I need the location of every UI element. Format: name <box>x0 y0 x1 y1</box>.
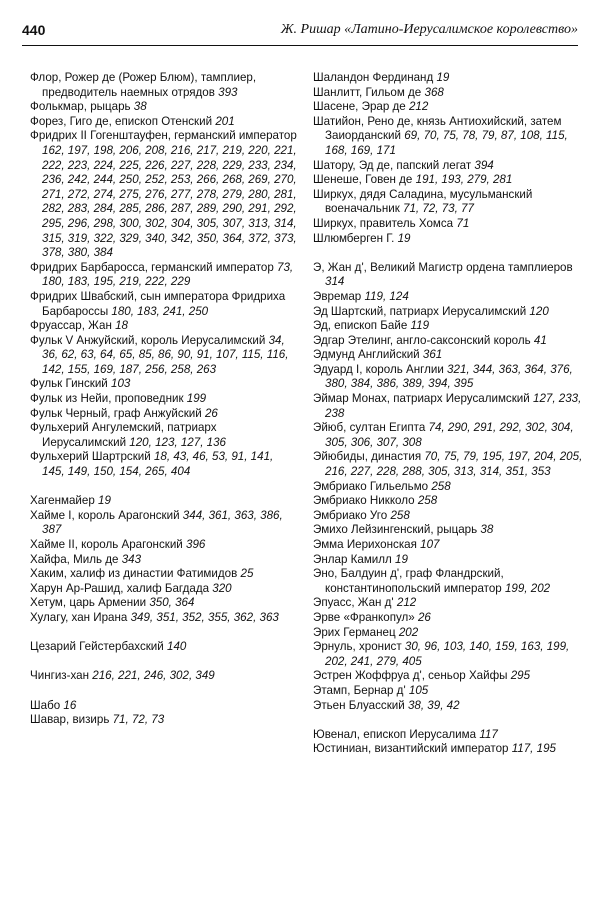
entry-name: Флор, Рожер де (Рожер Блюм), тамплиер, предводитель наемных отрядов <box>30 71 257 99</box>
entry-name: Фруассар, Жан <box>30 319 112 333</box>
entry-name: Хайме I, король Арагонский <box>30 508 180 522</box>
entry-name: Хагенмайер <box>30 494 95 508</box>
index-entry <box>313 611 585 626</box>
entry-pages: 343 <box>121 552 142 566</box>
entry-name: Фридрих Швабский, сын императора Фридриха Барбароссы <box>30 289 286 318</box>
index-column-left <box>30 71 298 728</box>
entry-pages: 201 <box>215 114 235 128</box>
entry-pages: 26 <box>204 406 218 420</box>
section-gap <box>30 655 298 670</box>
index-entry <box>313 392 585 421</box>
entry-name: Эрнуль, хронист <box>313 640 402 654</box>
entry-name: Шаландон Фердинанд <box>313 71 434 84</box>
entry-name: Эвремар <box>313 289 362 303</box>
entry-pages: 19 <box>395 552 408 566</box>
entry-name: Эно, Балдуин д', граф Фландрский, константинопольский император <box>313 567 504 595</box>
entry-name: Цезарий Гейстербахский <box>30 640 164 654</box>
index-entry <box>30 582 298 597</box>
entry-name: Хайме II, король Арагонский <box>30 538 183 551</box>
entry-pages: 396 <box>186 538 206 551</box>
header-rule <box>22 45 578 46</box>
index-entry <box>313 450 585 479</box>
entry-pages: 202 <box>398 625 419 639</box>
entry-name: Фридрих Барбаросса, германский император <box>30 260 274 274</box>
entry-pages: 103 <box>111 377 131 391</box>
entry-pages: 140 <box>167 640 187 654</box>
index-entry <box>30 100 298 115</box>
entry-name: Эрих Германец <box>313 625 396 639</box>
index-entry <box>30 115 298 130</box>
entry-name: Эмбриако Никколо <box>313 494 415 508</box>
entry-name: Эпуасс, Жан д' <box>313 596 394 610</box>
entry-pages: 127, 233, 238 <box>325 392 582 420</box>
entry-pages: 258 <box>417 494 438 508</box>
entry-pages: 321, 344, 363, 364, 376, 380, 384, 386, 389, 394, 395 <box>325 362 573 391</box>
entry-name: Эстрен Жоффруа д', сеньор Хайфы <box>313 669 508 683</box>
index-entry <box>30 377 298 392</box>
entry-pages: 25 <box>240 567 254 581</box>
index-column-right <box>313 71 585 757</box>
entry-pages: 41 <box>533 333 547 347</box>
entry-name: Юстиниан, византийский император <box>313 742 509 756</box>
index-entry <box>30 450 298 479</box>
entry-name: Шлюмберген Г. <box>313 231 395 245</box>
entry-pages: 295 <box>510 669 531 683</box>
index-entry <box>30 596 298 611</box>
entry-name: Эйюбиды, династия <box>313 450 422 464</box>
index-entry <box>313 261 585 290</box>
entry-pages: 117, 195 <box>511 742 556 756</box>
section-gap <box>30 684 298 699</box>
index-entry <box>313 334 585 349</box>
index-entry <box>313 480 585 495</box>
entry-pages: 38, 39, 42 <box>407 698 460 712</box>
entry-pages: 314 <box>325 275 345 289</box>
entry-name: Эмма Иерихонская <box>313 538 417 551</box>
entry-pages: 120 <box>529 304 549 318</box>
index-entry <box>313 684 585 699</box>
entry-pages: 19 <box>98 494 111 508</box>
index-entry <box>313 115 585 159</box>
entry-pages: 70, 75, 79, 195, 197, 204, 205, 216, 227, 228, 288, 305, 313, 314, 351, 353 <box>325 450 583 479</box>
index-entry <box>30 509 298 538</box>
index-entry <box>313 290 585 305</box>
entry-pages: 74, 290, 291, 292, 302, 304, 305, 306, 307, 308 <box>325 421 574 449</box>
entry-name: Шатору, Эд де, папский легат <box>313 158 472 172</box>
index-entry <box>313 553 585 568</box>
entry-name: Хайфа, Миль де <box>30 552 119 566</box>
entry-name: Шавар, визирь <box>30 713 110 727</box>
entry-name: Чингиз-хан <box>30 669 90 683</box>
entry-name: Эдмунд Английский <box>313 348 420 362</box>
index-entry <box>313 100 585 115</box>
entry-pages: 258 <box>390 508 410 522</box>
entry-name: Шабо <box>30 698 61 712</box>
running-title: Ж. Ришар «Латино-Иерусалимское королевство» <box>280 22 578 37</box>
index-entry <box>30 334 298 378</box>
entry-name: Этьен Блуасский <box>313 698 405 712</box>
entry-name: Шанлитт, Гильом де <box>313 85 422 99</box>
index-entry <box>313 669 585 684</box>
entry-name: Ювенал, епископ Иерусалима <box>313 727 477 741</box>
entry-name: Фолькмар, рыцарь <box>30 100 131 114</box>
entry-name: Ширкух, правитель Хомса <box>313 216 454 230</box>
entry-name: Шенеше, Говен де <box>313 173 413 187</box>
entry-name: Фульхерий Ангулемский, патриарх Иерусалимский <box>30 421 217 449</box>
section-gap <box>30 480 298 495</box>
entry-pages: 19 <box>397 231 411 245</box>
index-entry <box>30 553 298 568</box>
entry-pages: 212 <box>408 100 429 114</box>
entry-name: Энлар Камилл <box>313 552 392 566</box>
index-entry <box>313 494 585 509</box>
entry-pages: 120, 123, 127, 136 <box>129 435 226 449</box>
index-entry <box>30 713 298 728</box>
index-entry <box>30 261 298 290</box>
index-entry <box>313 538 585 553</box>
entry-pages: 117 <box>479 727 498 741</box>
entry-pages: 212 <box>396 596 417 610</box>
index-entry <box>313 742 585 757</box>
index-entry <box>30 290 298 319</box>
entry-name: Э, Жан д', Великий Магистр ордена тамплиеров <box>313 260 573 274</box>
page-header <box>22 22 578 44</box>
index-entry <box>30 699 298 714</box>
entry-pages: 73, 180, 183, 195, 219, 222, 229 <box>42 260 294 289</box>
entry-pages: 18, 43, 46, 53, 91, 141, 145, 149, 150, 154, 265, 404 <box>42 450 274 479</box>
entry-name: Ширкух, дядя Саладина, мусульманский военачальник <box>313 187 533 216</box>
entry-pages: 38 <box>133 100 147 114</box>
index-entry <box>30 129 298 260</box>
index-entry <box>30 392 298 407</box>
index-entry <box>313 567 585 596</box>
entry-name: Хаким, халиф из династии Фатимидов <box>30 567 238 581</box>
entry-name: Эд, епископ Байе <box>313 319 408 333</box>
entry-pages: 18 <box>115 319 129 333</box>
entry-pages: 71 <box>456 216 470 230</box>
entry-name: Фульк из Нейи, проповедник <box>30 392 184 406</box>
index-entry <box>313 728 585 743</box>
entry-pages: 162, 197, 198, 206, 208, 216, 217, 219, 220, 221, 222, 223, 224, 225, 226, 227, 228, 229, 233, 234, 236, 242, 244, 250, 252, 253, 266, 268, 269, 270, 271, 272, 274, 275, 276, 277, 278, 279, 280, 281, 282, 283, 284, 285, 286, 287, 289, 290, 291, 292, 295, 296, 298, 300, 302, 304, 305, 307, 313, 314, 315, 319, 322, 329, 340, 342, 350, 364, 372, 373, 378, 380, 384 <box>42 143 297 260</box>
index-entry <box>313 305 585 320</box>
entry-name: Форез, Гиго де, епископ Отенский <box>30 114 213 128</box>
entry-name: Эйюб, султан Египта <box>313 421 426 435</box>
entry-pages: 394 <box>474 158 494 172</box>
entry-pages: 350, 364 <box>149 596 195 610</box>
entry-name: Эрве «Франкопул» <box>313 610 415 624</box>
entry-name: Хулагу, хан Ирана <box>30 610 128 624</box>
entry-name: Фульк V Анжуйский, король Иерусалимский <box>30 333 266 347</box>
entry-pages: 191, 193, 279, 281 <box>415 173 513 187</box>
index-entry <box>30 407 298 422</box>
entry-name: Эмихо Лейзингенский, рыцарь <box>313 523 478 537</box>
index-entry <box>313 640 585 669</box>
entry-pages: 361 <box>422 348 443 362</box>
entry-pages: 199 <box>186 392 207 406</box>
index-entry <box>313 596 585 611</box>
entry-name: Харун Ар-Рашид, халиф Багдада <box>30 581 210 595</box>
entry-pages: 344, 361, 363, 386, 387 <box>42 508 283 537</box>
index-entry <box>313 173 585 188</box>
entry-pages: 16 <box>63 698 77 712</box>
entry-pages: 26 <box>417 610 431 624</box>
entry-pages: 38 <box>480 523 494 537</box>
section-gap <box>313 246 585 261</box>
index-entry <box>30 669 298 684</box>
index-entry <box>313 348 585 363</box>
entry-name: Фульхерий Шартрский <box>30 450 151 464</box>
index-entry <box>313 421 585 450</box>
entry-name: Шасене, Эрар де <box>313 100 406 114</box>
section-gap <box>313 713 585 728</box>
entry-pages: 34, 36, 62, 63, 64, 65, 85, 86, 90, 91, 107, 115, 116, 142, 155, 169, 187, 256, 258, 263 <box>42 333 289 376</box>
entry-pages: 119, 124 <box>364 289 409 303</box>
index-entry <box>30 640 298 655</box>
entry-name: Эмбриако Уго <box>313 508 388 522</box>
entry-name: Эмбриако Гильельмо <box>313 479 429 493</box>
entry-pages: 30, 96, 103, 140, 159, 163, 199, 202, 241, 279, 405 <box>325 640 570 668</box>
index-entry <box>30 421 298 450</box>
entry-pages: 69, 70, 75, 78, 79, 87, 108, 115, 168, 169, 171 <box>325 129 568 157</box>
entry-name: Эдгар Этелинг, англо-саксонский король <box>313 333 531 347</box>
entry-pages: 71, 72, 73 <box>112 713 165 727</box>
entry-pages: 105 <box>408 683 429 697</box>
entry-pages: 107 <box>420 538 440 551</box>
entry-name: Фридрих II Гогенштауфен, германский император <box>30 129 297 143</box>
index-entry <box>313 319 585 334</box>
entry-name: Хетум, царь Армении <box>30 596 147 610</box>
index-entry <box>313 699 585 714</box>
index-entry <box>30 567 298 582</box>
entry-pages: 393 <box>218 85 238 99</box>
index-entry <box>30 319 298 334</box>
index-entry <box>313 363 585 392</box>
index-entry <box>313 523 585 538</box>
entry-pages: 199, 202 <box>504 581 551 595</box>
entry-pages: 368 <box>424 85 444 99</box>
index-entry <box>30 71 298 100</box>
entry-pages: 258 <box>431 479 451 493</box>
entry-name: Шатийон, Рено де, князь Антиохийский, затем Заиорданский <box>313 114 562 143</box>
entry-pages: 349, 351, 352, 355, 362, 363 <box>130 610 279 624</box>
entry-pages: 19 <box>436 71 450 84</box>
index-entry <box>313 188 585 217</box>
entry-name: Эдуард I, король Англии <box>313 362 444 376</box>
index-entry <box>313 159 585 174</box>
index-entry <box>313 86 585 101</box>
index-entry <box>313 232 585 247</box>
index-entry <box>313 626 585 641</box>
index-entry <box>30 538 298 553</box>
index-entry <box>313 71 585 86</box>
page-number: 440 <box>22 22 46 38</box>
entry-name: Этамп, Бернар д' <box>313 683 406 697</box>
index-entry <box>30 611 298 626</box>
entry-pages: 71, 72, 73, 77 <box>403 202 474 216</box>
index-entry <box>30 494 298 509</box>
entry-name: Фульк Гинский <box>30 377 108 391</box>
entry-pages: 180, 183, 241, 250 <box>111 304 209 318</box>
entry-pages: 216, 221, 246, 302, 349 <box>92 669 215 683</box>
entry-name: Эд Шартский, патриарх Иерусалимский <box>313 304 527 318</box>
entry-name: Фульк Черный, граф Анжуйский <box>30 406 202 420</box>
section-gap <box>30 626 298 641</box>
index-entry <box>313 509 585 524</box>
entry-pages: 320 <box>212 581 232 595</box>
entry-name: Эймар Монах, патриарх Иерусалимский <box>313 392 530 406</box>
index-entry <box>313 217 585 232</box>
entry-pages: 119 <box>410 319 430 333</box>
